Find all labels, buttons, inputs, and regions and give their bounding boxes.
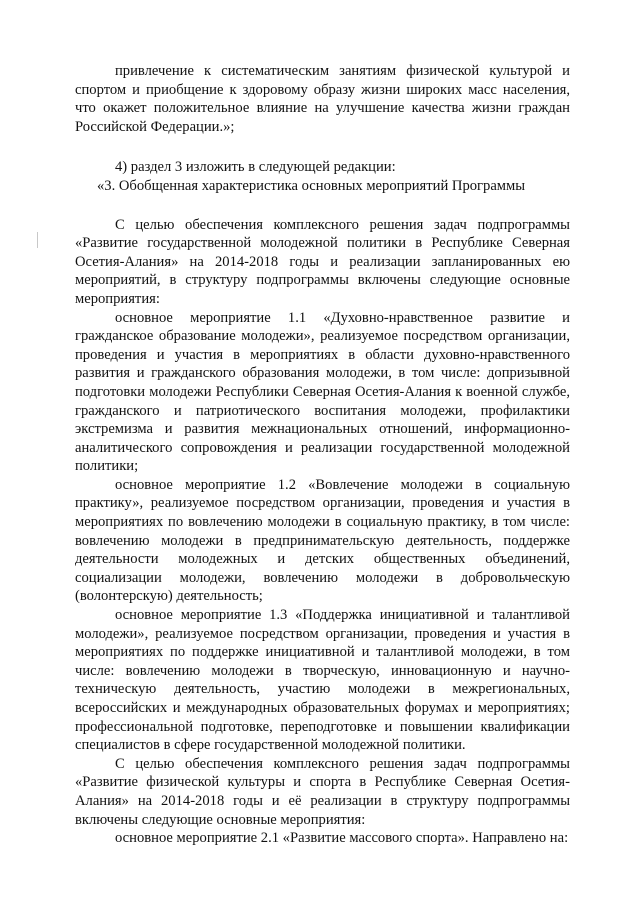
measure-1-3: основное мероприятие 1.3 «Поддержка инициативной и талантливой молодежи», реализуемое посредством организации, проведения и участия в мероприятиях по поддержке инициативной и талантливой молодежи, в том числе: вовлечению молодежи в творческую, инновационную и научно-техническую деятельность, участию молодежи в межрегиональных, всероссийских и международных образовательных форумах и мероприятиях; профессиональной подготовке, переподготовке и повышении квалификации специалистов в сфере государственной молодежной политики. bbox=[75, 607, 570, 754]
measure-1-2: основное мероприятие 1.2 «Вовлечение молодежи в социальную практику», реализуемое посредством организации, проведения и участия в мероприятиях по вовлечению молодежи в социальную практику, в том числе: вовлечению молодежи в предпринимательскую деятельность, поддержке деятельности молодежных и детских общественных объединений, социализации молодежи, вовлечению молодежи в добровольческую (волонтерскую) деятельность; bbox=[75, 476, 570, 605]
document-page bbox=[75, 62, 570, 848]
margin-mark bbox=[37, 232, 38, 248]
measure-1-1: основное мероприятие 1.1 «Духовно-нравственное развитие и гражданское образование молодежи», реализуемое посредством организации, проведения и участия в мероприятиях в области духовно-нравственного развития и гражданского образования молодежи, в том числе: допризывной подготовки молодежи Республики Северная Осетия-Алания к военной службе, гражданского и патриотического воспитания молодежи, профилактики экстремизма и развития межнациональных отношений, информационно-аналитического сопровождения и реализации государственной молодежной политики; bbox=[75, 309, 570, 475]
section-heading: «3. Обобщенная характеристика основных мероприятий Программы bbox=[97, 177, 526, 194]
paragraph-goal-1: С целью обеспечения комплексного решения задач подпрограммы «Развитие государственной молодежной политики в Республике Северная Осетия-Алания» на 2014-2018 годы и реализации запланированных ею мероприятий, в структуру подпрограммы включены следующие основные мероприятия: bbox=[75, 216, 570, 307]
intro-paragraph: привлечение к систематическим занятиям физической культурой и спортом и приобщение к здоровому образу жизни широких масс населения, что окажет положительное влияние на улучшение качества жизни граждан Российской Федерации.»; bbox=[75, 63, 570, 135]
measure-2-1: основное мероприятие 2.1 «Развитие массового спорта». Направлено на: bbox=[115, 830, 569, 847]
list-item-4: 4) раздел 3 изложить в следующей редакции: bbox=[115, 159, 396, 176]
paragraph-goal-2: С целью обеспечения комплексного решения задач подпрограммы «Развитие физической культуры и спорта в Республике Северная Осетия-Алания» на 2014-2018 годы и её реализации в структуру подпрограммы включены следующие основные мероприятия: bbox=[75, 755, 570, 828]
